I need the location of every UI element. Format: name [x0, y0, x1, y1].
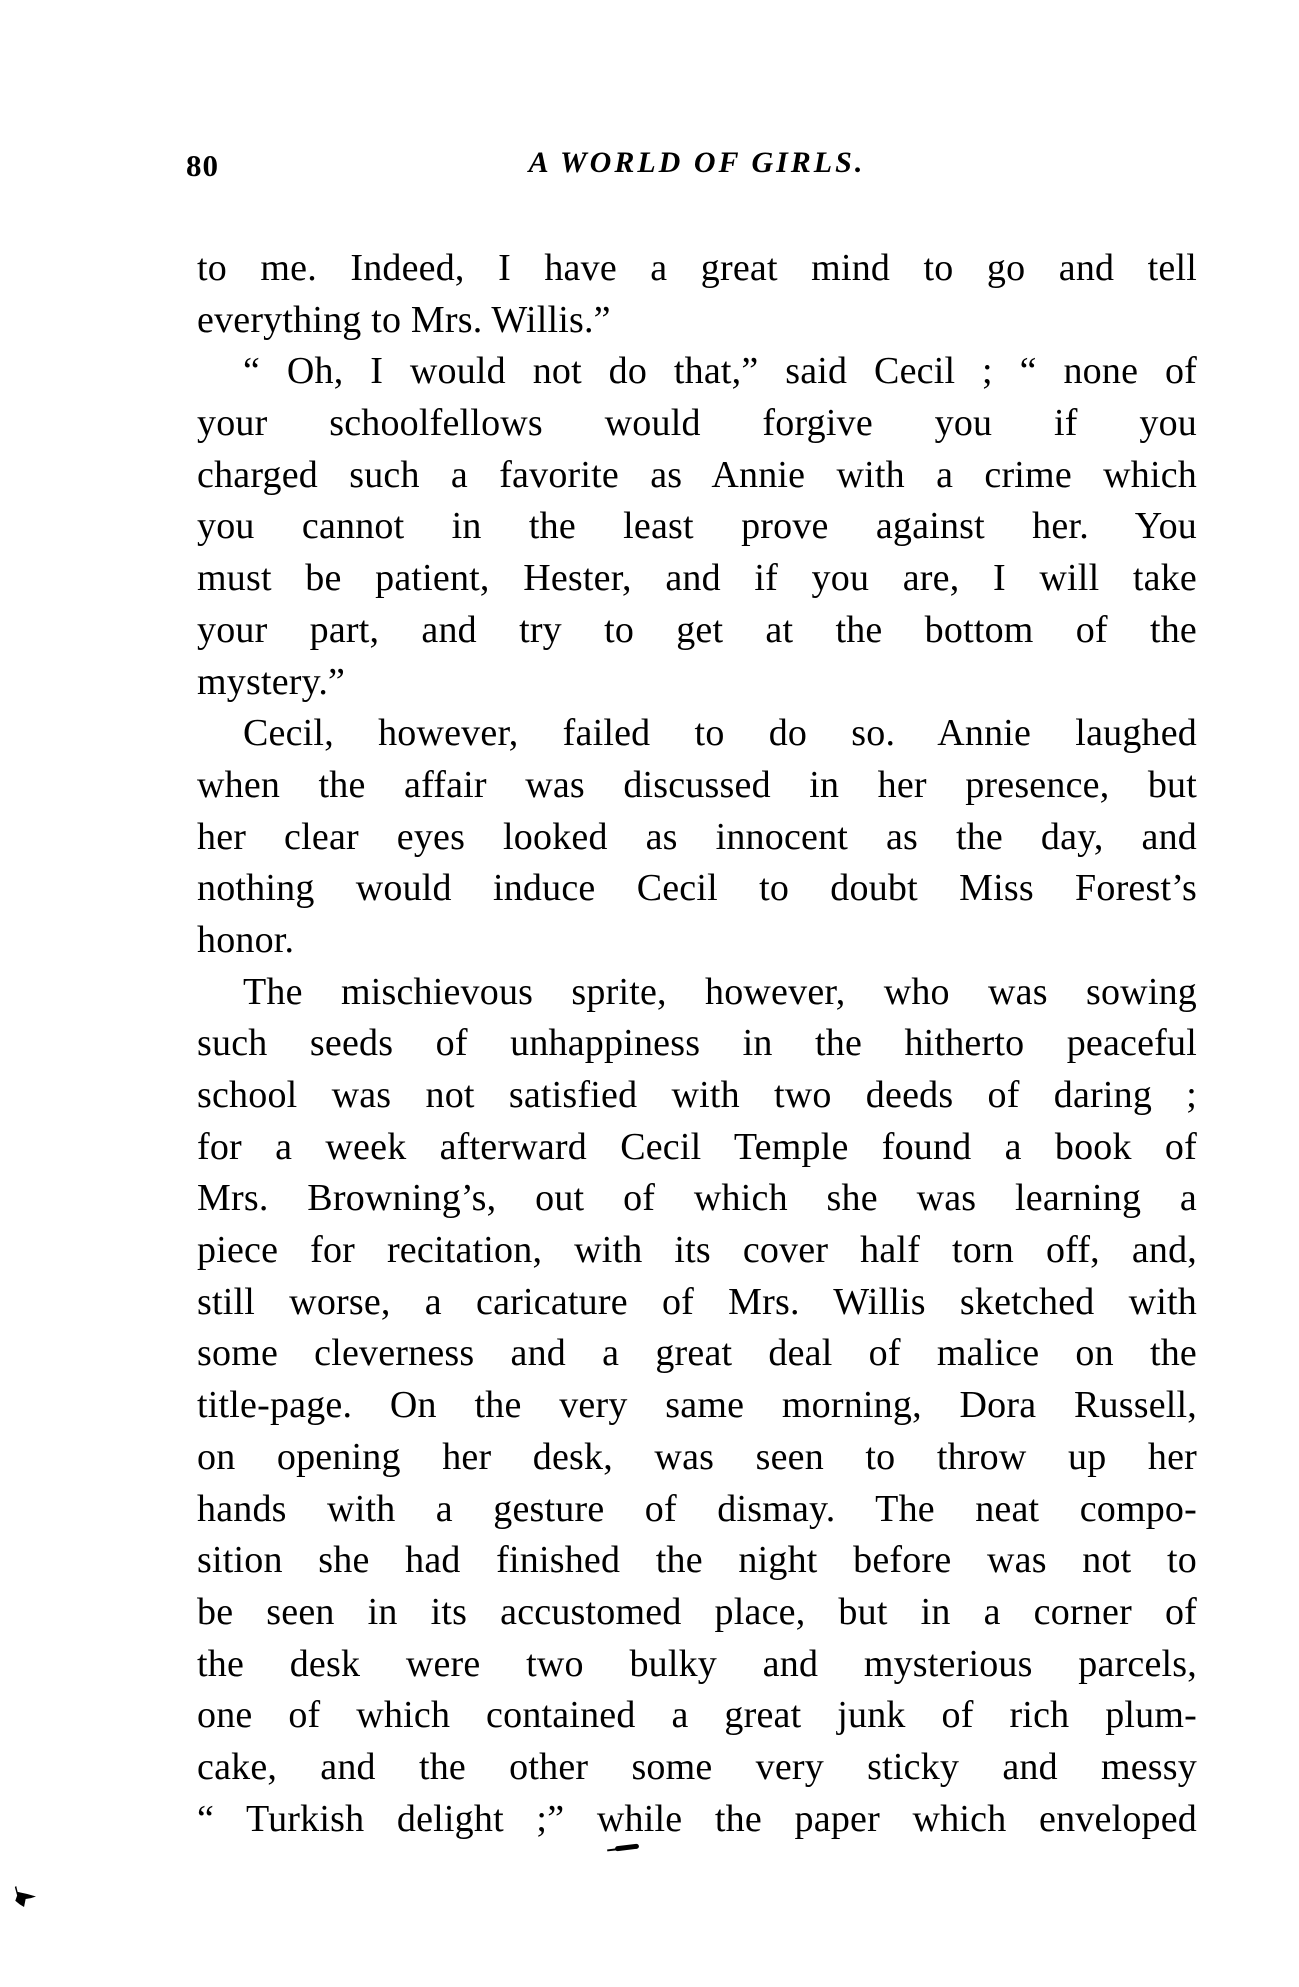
- text-line: Mrs. Browning’s, out of which she was learning a: [197, 1177, 1197, 1220]
- text-line: must be patient, Hester, and if you are, I will take: [197, 557, 1197, 600]
- text-line: everything to Mrs. Willis.”: [197, 298, 611, 341]
- text-line: “ Oh, I would not do that,” said Cecil ; “ none of: [243, 350, 1197, 393]
- text-line: be seen in its accustomed place, but in a corner of: [197, 1590, 1197, 1633]
- text-line: to me. Indeed, I have a great mind to go and tell: [197, 247, 1197, 289]
- text-line: for a week afterward Cecil Temple found a book of: [197, 1125, 1197, 1168]
- text-line: your schoolfellows would forgive you if you: [197, 402, 1197, 445]
- text-line: The mischievous sprite, however, who was sowing: [243, 970, 1197, 1013]
- text-line: charged such a favorite as Annie with a crime which: [197, 453, 1197, 496]
- text-line: mystery.”: [197, 660, 346, 703]
- text-line: school was not satisfied with two deeds of daring ;: [197, 1074, 1197, 1116]
- text-line: Cecil, however, failed to do so. Annie laughed: [243, 712, 1197, 755]
- text-line: your part, and try to get at the bottom of the: [197, 608, 1197, 651]
- text-line: on opening her desk, was seen to throw up her: [197, 1435, 1197, 1478]
- text-line: still worse, a caricature of Mrs. Willis sketched with: [197, 1280, 1197, 1323]
- text-line: sition she had finished the night before was not to: [197, 1539, 1197, 1582]
- text-line: nothing would induce Cecil to doubt Miss Forest’s: [197, 867, 1197, 910]
- text-line: one of which contained a great junk of rich plum-: [197, 1694, 1197, 1737]
- text-line: when the affair was discussed in her presence, but: [197, 763, 1197, 806]
- running-header-title: A WORLD OF GIRLS.: [528, 146, 866, 179]
- page-number: 80: [186, 148, 219, 183]
- text-line: you cannot in the least prove against her. You: [197, 505, 1197, 548]
- text-line: hands with a gesture of dismay. The neat compo-: [197, 1487, 1197, 1530]
- body-text: [197, 243, 1197, 1845]
- text-line: cake, and the other some very sticky and messy: [197, 1745, 1197, 1788]
- text-line: title-page. On the very same morning, Dora Russell,: [197, 1384, 1197, 1427]
- text-line: honor.: [197, 918, 295, 961]
- text-line: some cleverness and a great deal of malice on the: [197, 1332, 1197, 1375]
- text-line: her clear eyes looked as innocent as the day, and: [197, 815, 1197, 858]
- ink-blob-mark: [13, 1886, 36, 1907]
- text-line: piece for recitation, with its cover half torn off, and,: [197, 1229, 1197, 1272]
- text-line: the desk were two bulky and mysterious parcels,: [197, 1642, 1197, 1685]
- text-line: “ Turkish delight ;” while the paper which enveloped: [197, 1797, 1197, 1840]
- text-line: such seeds of unhappiness in the hitherto peaceful: [197, 1022, 1197, 1065]
